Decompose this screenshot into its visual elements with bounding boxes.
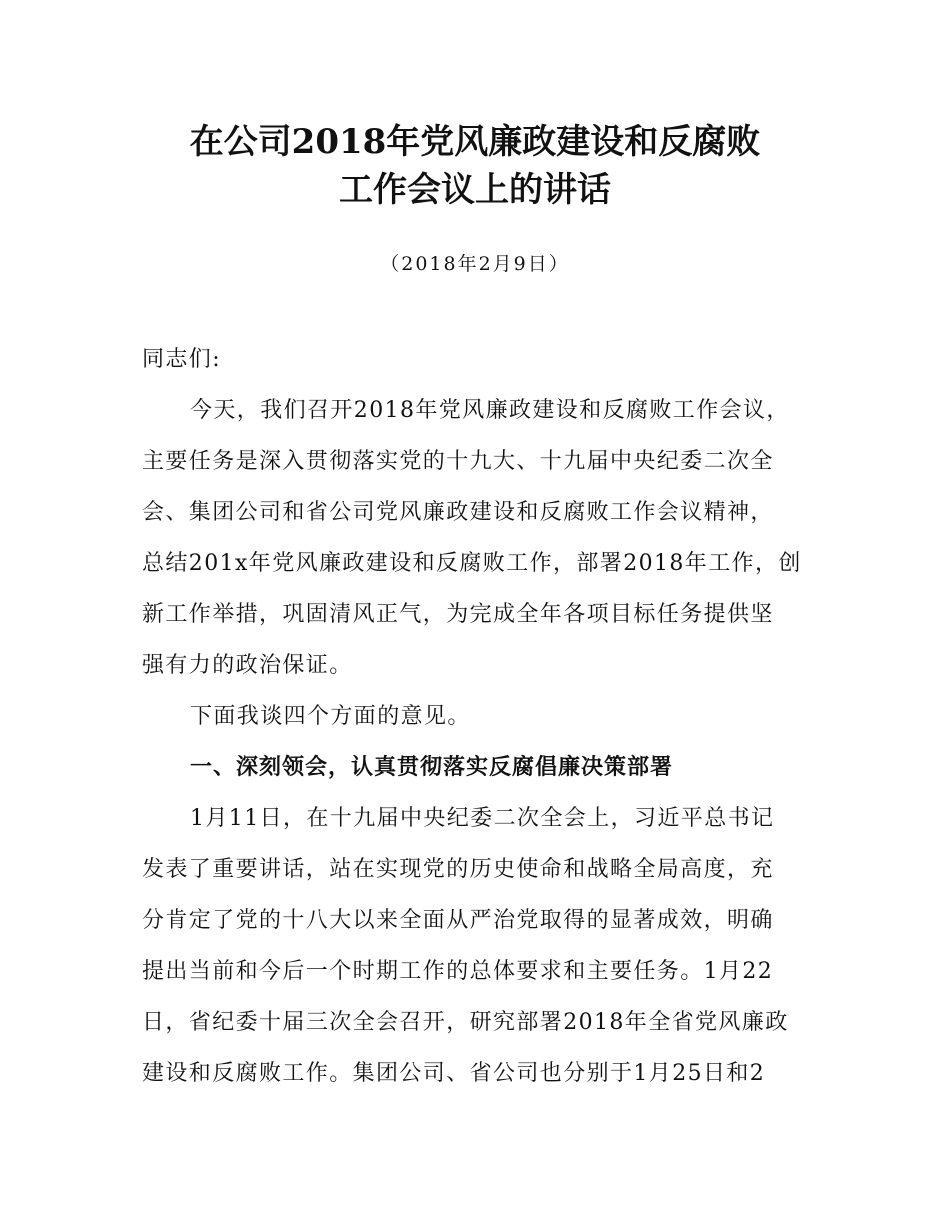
paragraph-3-line-3: 分肯定了党的十八大以来全面从严治党取得的显著成效，明确 — [142, 908, 774, 933]
paragraph-2: 下面我谈四个方面的意见。 — [190, 704, 471, 729]
document-title-line-1: 在公司2018年党风廉政建设和反腐败 — [189, 122, 761, 162]
paragraph-1-line-3: 会、集团公司和省公司党风廉政建设和反腐败工作会议精神， — [142, 500, 774, 525]
document-title-line-2: 工作会议上的讲话 — [339, 170, 611, 210]
paragraph-1-line-6: 强有力的政治保证。 — [142, 653, 353, 678]
paragraph-3-line-4: 提出当前和今后一个时期工作的总体要求和主要任务。1月22 — [142, 959, 774, 984]
paragraph-1-line-4: 总结201x年党风廉政建设和反腐败工作，部署2018年工作，创 — [142, 551, 802, 576]
paragraph-3-line-2: 发表了重要讲话，站在实现党的历史使命和战略全局高度，充 — [142, 857, 774, 882]
paragraph-1-line-5: 新工作举措，巩固清风正气，为完成全年各项目标任务提供坚 — [142, 602, 774, 627]
paragraph-3-line-5: 日，省纪委十届三次全会召开，研究部署2018年全省党风廉政 — [142, 1010, 789, 1035]
salutation: 同志们: — [142, 347, 222, 372]
paragraph-1-line-2: 主要任务是深入贯彻落实党的十九大、十九届中央纪委二次全 — [142, 449, 774, 474]
speech-date: （2018年2月9日） — [380, 253, 570, 275]
section-1-heading: 一、深刻领会，认真贯彻落实反腐倡廉决策部署 — [190, 755, 674, 780]
paragraph-1-line-1: 今天，我们召开2018年党风廉政建设和反腐败工作会议， — [190, 398, 790, 423]
paragraph-3-line-1: 1月11日，在十九届中央纪委二次全会上，习近平总书记 — [190, 806, 775, 831]
paragraph-3-line-6: 建设和反腐败工作。集团公司、省公司也分别于1月25日和2 — [142, 1061, 766, 1086]
